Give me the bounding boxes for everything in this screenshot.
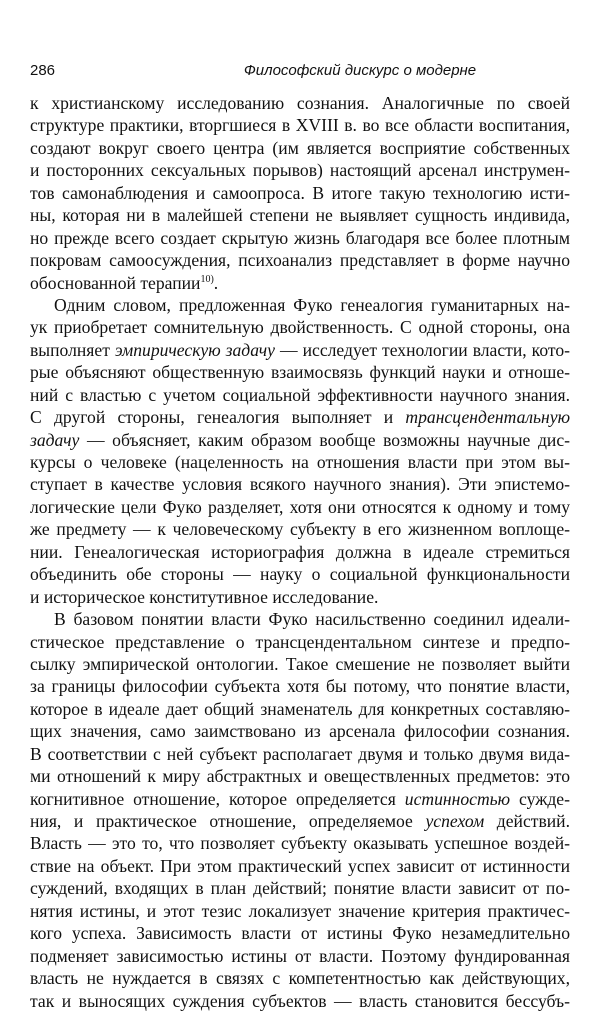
text-segment: — объясняет, каким образом вообще возможны научные дис-	[79, 429, 570, 450]
text-line: власть не нуждается в связях с компетентностью как действующих,	[30, 968, 570, 989]
body-text	[30, 92, 570, 1012]
text-line: тов самонаблюдения и самоопроса. В итоге такую технологию исти-	[30, 182, 570, 203]
text-line: ук приобретает сомнительную двойственность. С одной стороны, она	[30, 317, 570, 338]
text-line: кого успеха. Зависимость власти от истины Фуко незамедлительно	[30, 923, 570, 944]
text-line: нятия истины, и этот тезис локализует значение критерия практичес-	[30, 900, 570, 921]
text-line: щих значения, само заимствовано из арсенала философии сознания.	[30, 721, 570, 742]
text-line: и посторонних сексуальных порывов) настоящий арсенал инструмен-	[30, 160, 570, 181]
text-segment: С другой стороны, генеалогия выполняет и	[30, 407, 406, 428]
text-line: покровам самоосуждения, психоанализ представляет в форме научно	[30, 250, 570, 271]
text-line: но прежде всего создает скрытую жизнь благодаря все более плотным	[30, 227, 570, 248]
emphasis-text: задачу	[30, 429, 80, 450]
text-line	[30, 406, 570, 428]
emphasis-text: успехом	[425, 811, 485, 831]
text-line	[30, 810, 570, 832]
page-number: 286	[30, 62, 56, 79]
text-line: ны, которая ни в малейшей степени не выявляет сущность индивида,	[30, 205, 570, 226]
running-title: Философский дискурс о модерне	[243, 62, 477, 79]
emphasis-text: трансцендентальную	[405, 407, 570, 428]
text-line: создают вокруг своего центра (им является восприятие собственных	[30, 137, 570, 158]
text-line: ний с властью с учетом социальной эффективности научного знания.	[30, 384, 570, 405]
text-segment: — исследует технологии власти, кото-	[274, 339, 571, 360]
emphasis-text: эмпирическую задачу	[114, 339, 275, 360]
text-line: ми отношений к миру абстрактных и овеществленных предметов: это	[30, 766, 570, 787]
text-line	[30, 429, 570, 451]
text-line: суждений, входящих в план действий; понятие власти зависит от по-	[30, 878, 570, 899]
text-segment: сужде-	[510, 788, 570, 809]
text-line: подменяет зависимостью истины от власти. Поэтому фундированная	[30, 945, 570, 966]
text-line: В базовом понятии власти Фуко насильственно соединил идеали-	[54, 609, 570, 630]
emphasis-text: истинностью	[404, 788, 511, 809]
text-line: рые объясняют общественную взаимосвязь функций науки и отноше-	[30, 362, 570, 383]
text-line: и историческое конститутивное исследование.	[30, 586, 379, 607]
text-line: В соответствии с ней субъект располагает двумя и только двумя вида-	[30, 743, 570, 764]
text-line: которое в идеале дает общий знаменатель для конкретных составляю-	[30, 698, 570, 719]
text-line: нии. Генеалогическая историография должна в идеале стремиться	[30, 541, 570, 562]
text-segment: обоснованной терапии	[30, 272, 201, 293]
text-segment: выполняет	[30, 339, 115, 360]
text-line: сылку эмпирической онтологии. Такое смешение не позволяет выйти	[30, 653, 570, 674]
text-segment: действий.	[484, 811, 570, 831]
text-line: ствие на объект. При этом практический успех зависит от истинности	[30, 855, 570, 876]
footnote-reference: 10)	[200, 273, 214, 285]
text-line	[30, 339, 570, 361]
text-line: за границы философии субъекта хотя бы потому, что понятие власти,	[30, 676, 570, 697]
text-line: Власть — это то, что позволяет субъекту оказывать успешное воздей-	[30, 833, 570, 854]
text-segment: когнитивное отношение, которое определяется	[30, 788, 405, 809]
text-line: обоснованной терапии$^{10)}$.	[30, 272, 219, 293]
text-line: структуре практики, вторгшиеся в XVIII в. во все области воспитания,	[30, 115, 570, 136]
text-line: объединить обе стороны — науку о социальной функциональности	[30, 564, 570, 585]
text-segment: ния, и практическое отношение, определяемое	[30, 811, 426, 831]
text-line: стическое представление о трансцендентальном синтезе и предпо-	[30, 631, 570, 652]
text-line: Одним словом, предложенная Фуко генеалогия гуманитарных на-	[54, 294, 570, 315]
running-header	[30, 62, 570, 84]
text-line	[30, 788, 570, 810]
text-line: же предмету — к человеческому субъекту в его жизненном воплоще-	[30, 519, 570, 540]
text-line: курсы о человеке (нацеленность на отношения власти при этом вы-	[30, 452, 570, 472]
text-line: ступает в качестве условия всякого научного знания). Эти эпистемо-	[30, 474, 570, 495]
text-line: так и выносящих суждения субъектов — власть становится бессубъ-	[30, 990, 570, 1011]
text-line: к христианскому исследованию сознания. Аналогичные по своей	[30, 93, 570, 113]
text-line: логические цели Фуко разделяет, хотя они относятся к одному и тому	[30, 496, 570, 517]
